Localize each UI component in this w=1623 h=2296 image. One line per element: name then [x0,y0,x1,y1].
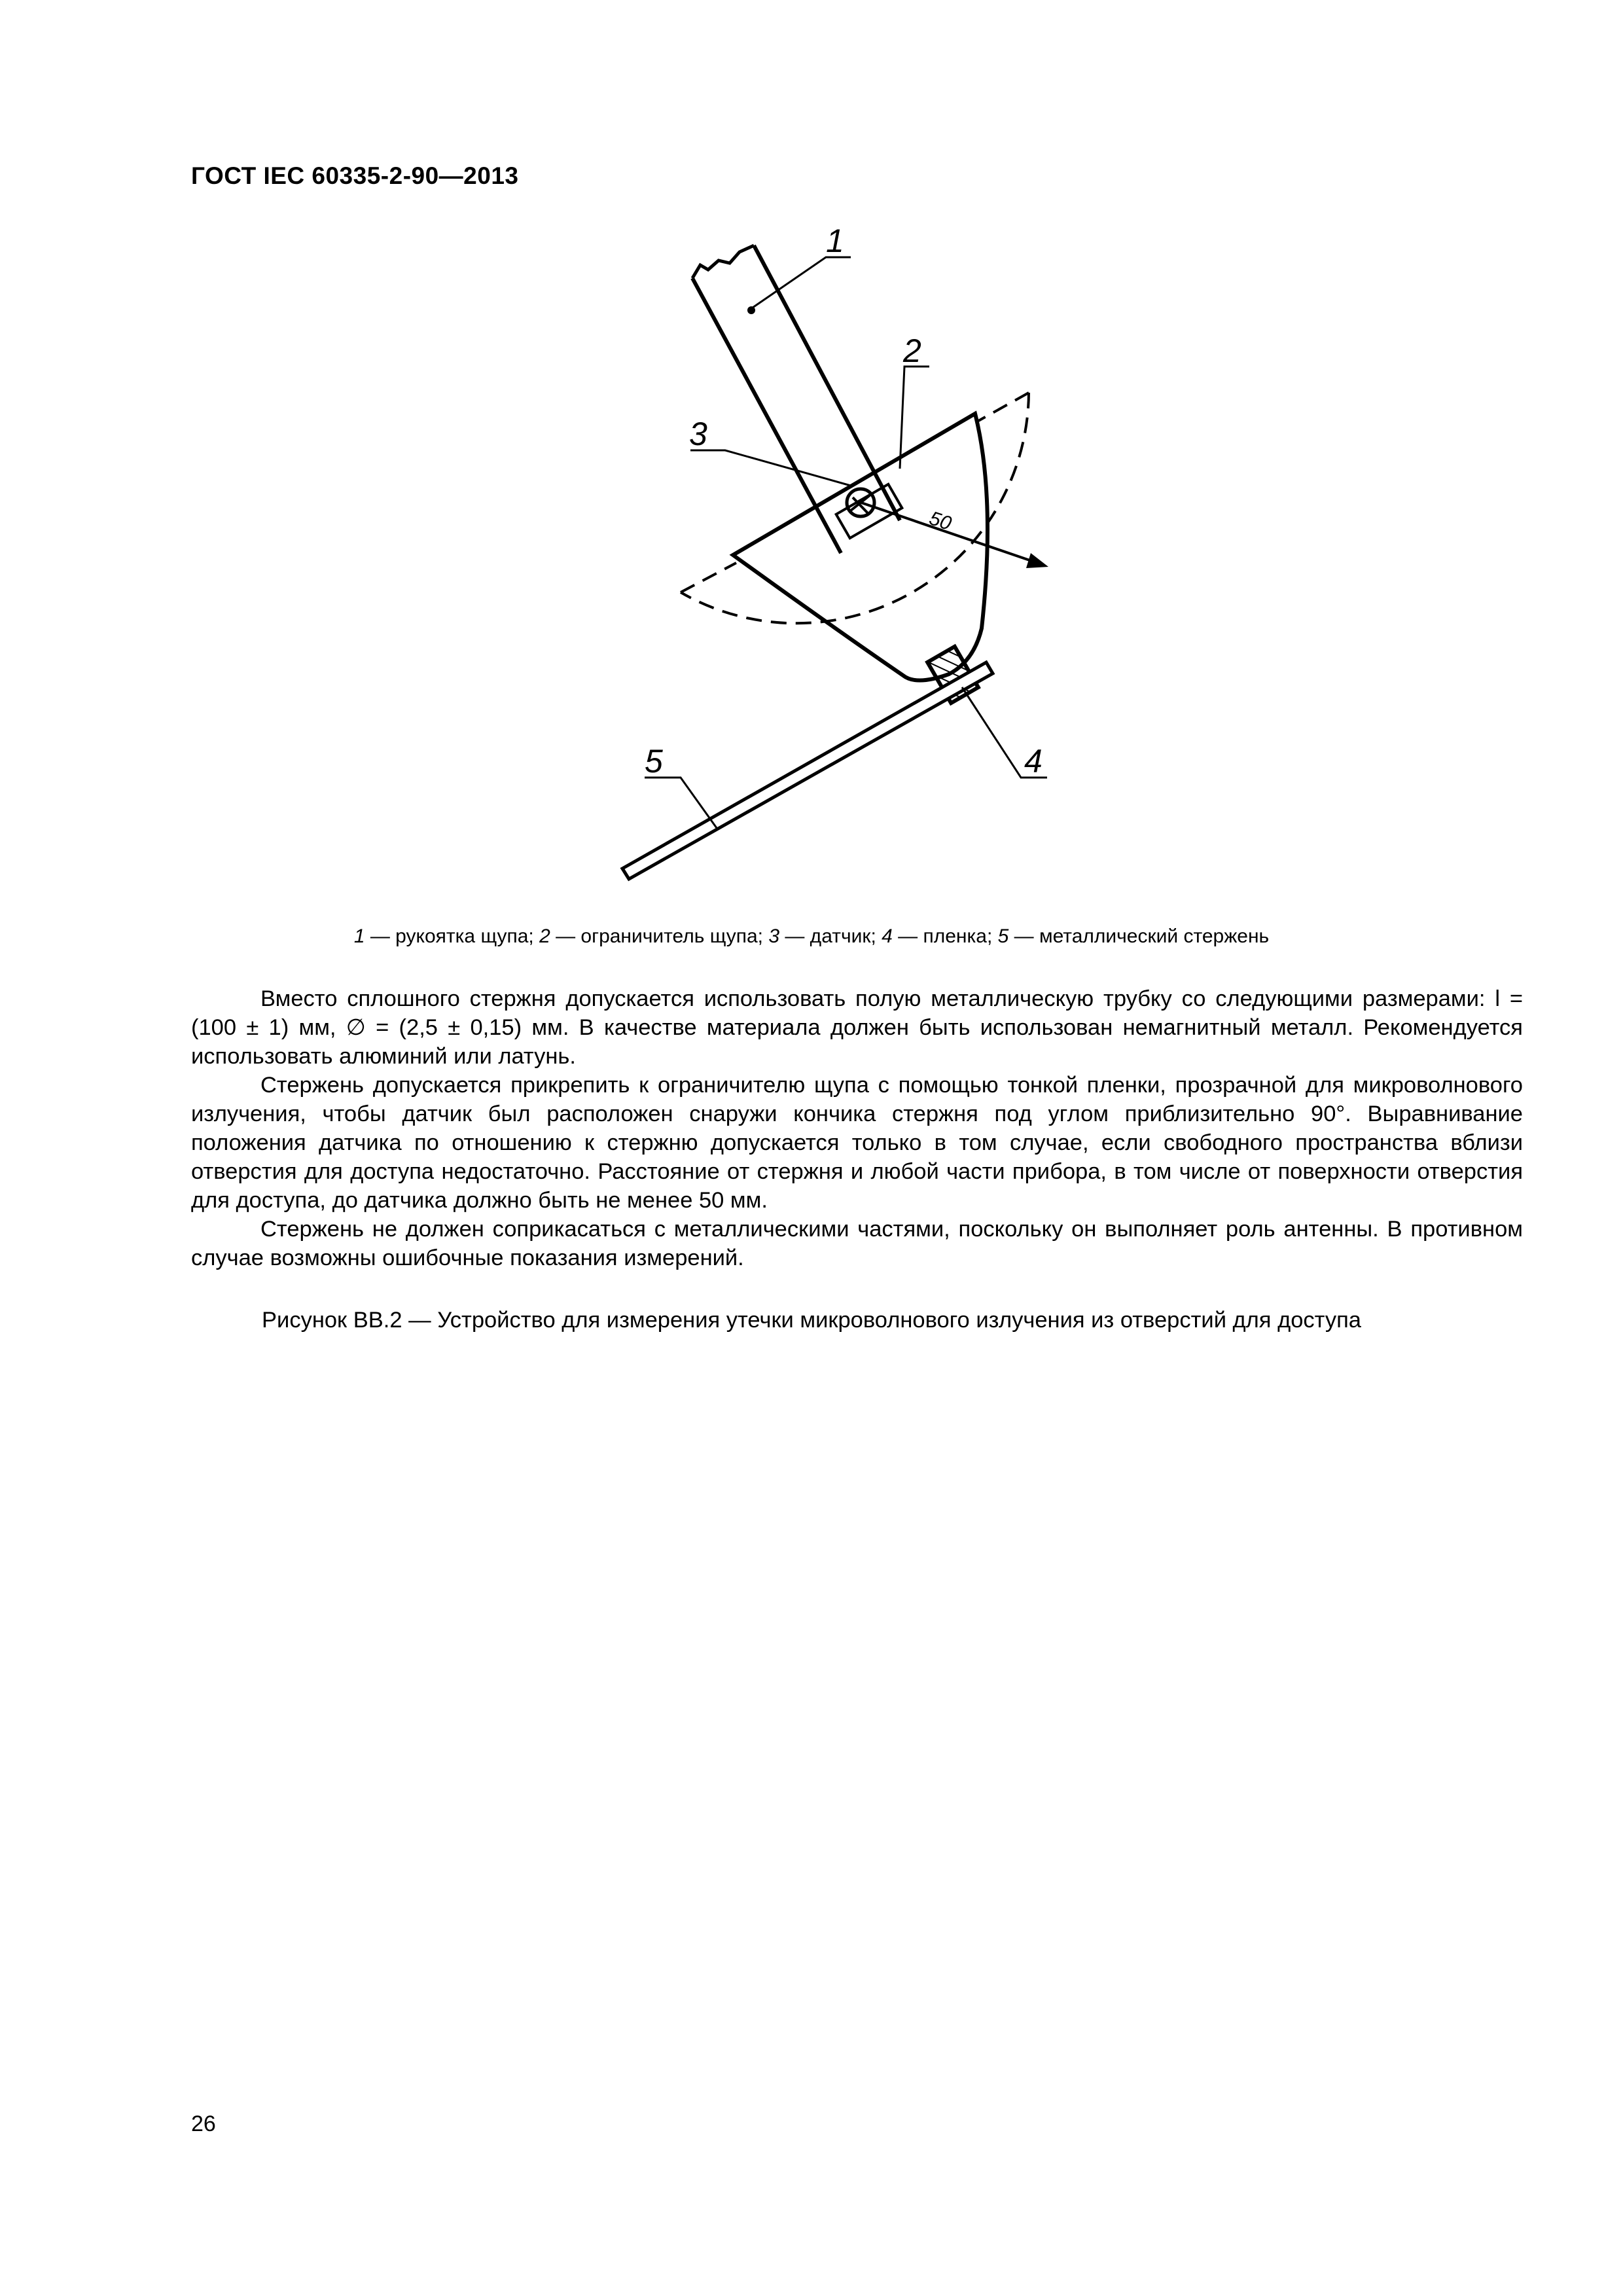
page-number: 26 [191,2111,216,2136]
arc-start-line [978,393,1029,421]
paragraph: Вместо сплошного стержня допускается использовать полую металлическую трубку со следующими размерами: l = (100 ± 1) мм, ∅ = (2,5 ± 0,15) мм. В качестве материала должен быть использован немагнитный металл. Рекомендуется использовать алюминий или латунь. [191,986,1523,1069]
callout-4: 4 [1024,743,1043,780]
callout-1: 1 [826,223,844,259]
document-header: ГОСТ IEC 60335-2-90—2013 [191,162,519,189]
arc-end-line [681,563,736,592]
legend-item-2: 2 — ограничитель щупа; [539,925,769,947]
paragraph: Стержень не должен соприкасаться с металлическими частями, поскольку он выполняет роль антенны. В противном случае возможны ошибочные показания измерений. [191,1217,1523,1270]
legend-item-1: 1 — рукоятка щупа; [353,925,540,947]
paragraph: Стержень допускается прикрепить к ограничителю щупа с помощью тонкой пленки, прозрачной для микроволнового излучения, чтобы датчик был расположен снаружи кончика стержня под углом приблизительно 90°. Выравнивание положения датчика по отношению к стержню допускается только в том случае, если свободного пространства вблизи отверстия для доступа недостаточно. Расстояние от стержня и любой части прибора, в том числе от поверхности отверстия для доступа, до датчика должно быть не менее 50 мм. [191,1073,1523,1213]
figure-title: Рисунок ВВ.2 — Устройство для измерения утечки микроволнового излучения из отверстий для доступа [262,1308,1361,1333]
probe-limiter [733,414,988,681]
callout-3: 3 [689,416,707,452]
legend-item-5: 5 — металлический стержень [997,925,1270,947]
body-text [191,984,1523,1272]
callout-5: 5 [645,743,663,780]
metal-rod [622,662,993,879]
legend-item-3: 3 — датчик; [768,925,882,947]
probe-handle [692,245,900,553]
dimension-label: 50 [926,507,954,535]
dimension-arrow [861,503,1037,563]
figure-legend [0,925,1623,948]
callout-2: 2 [903,332,921,369]
probe-diagram [0,216,1623,910]
legend-item-4: 4 — пленка; [882,925,998,947]
